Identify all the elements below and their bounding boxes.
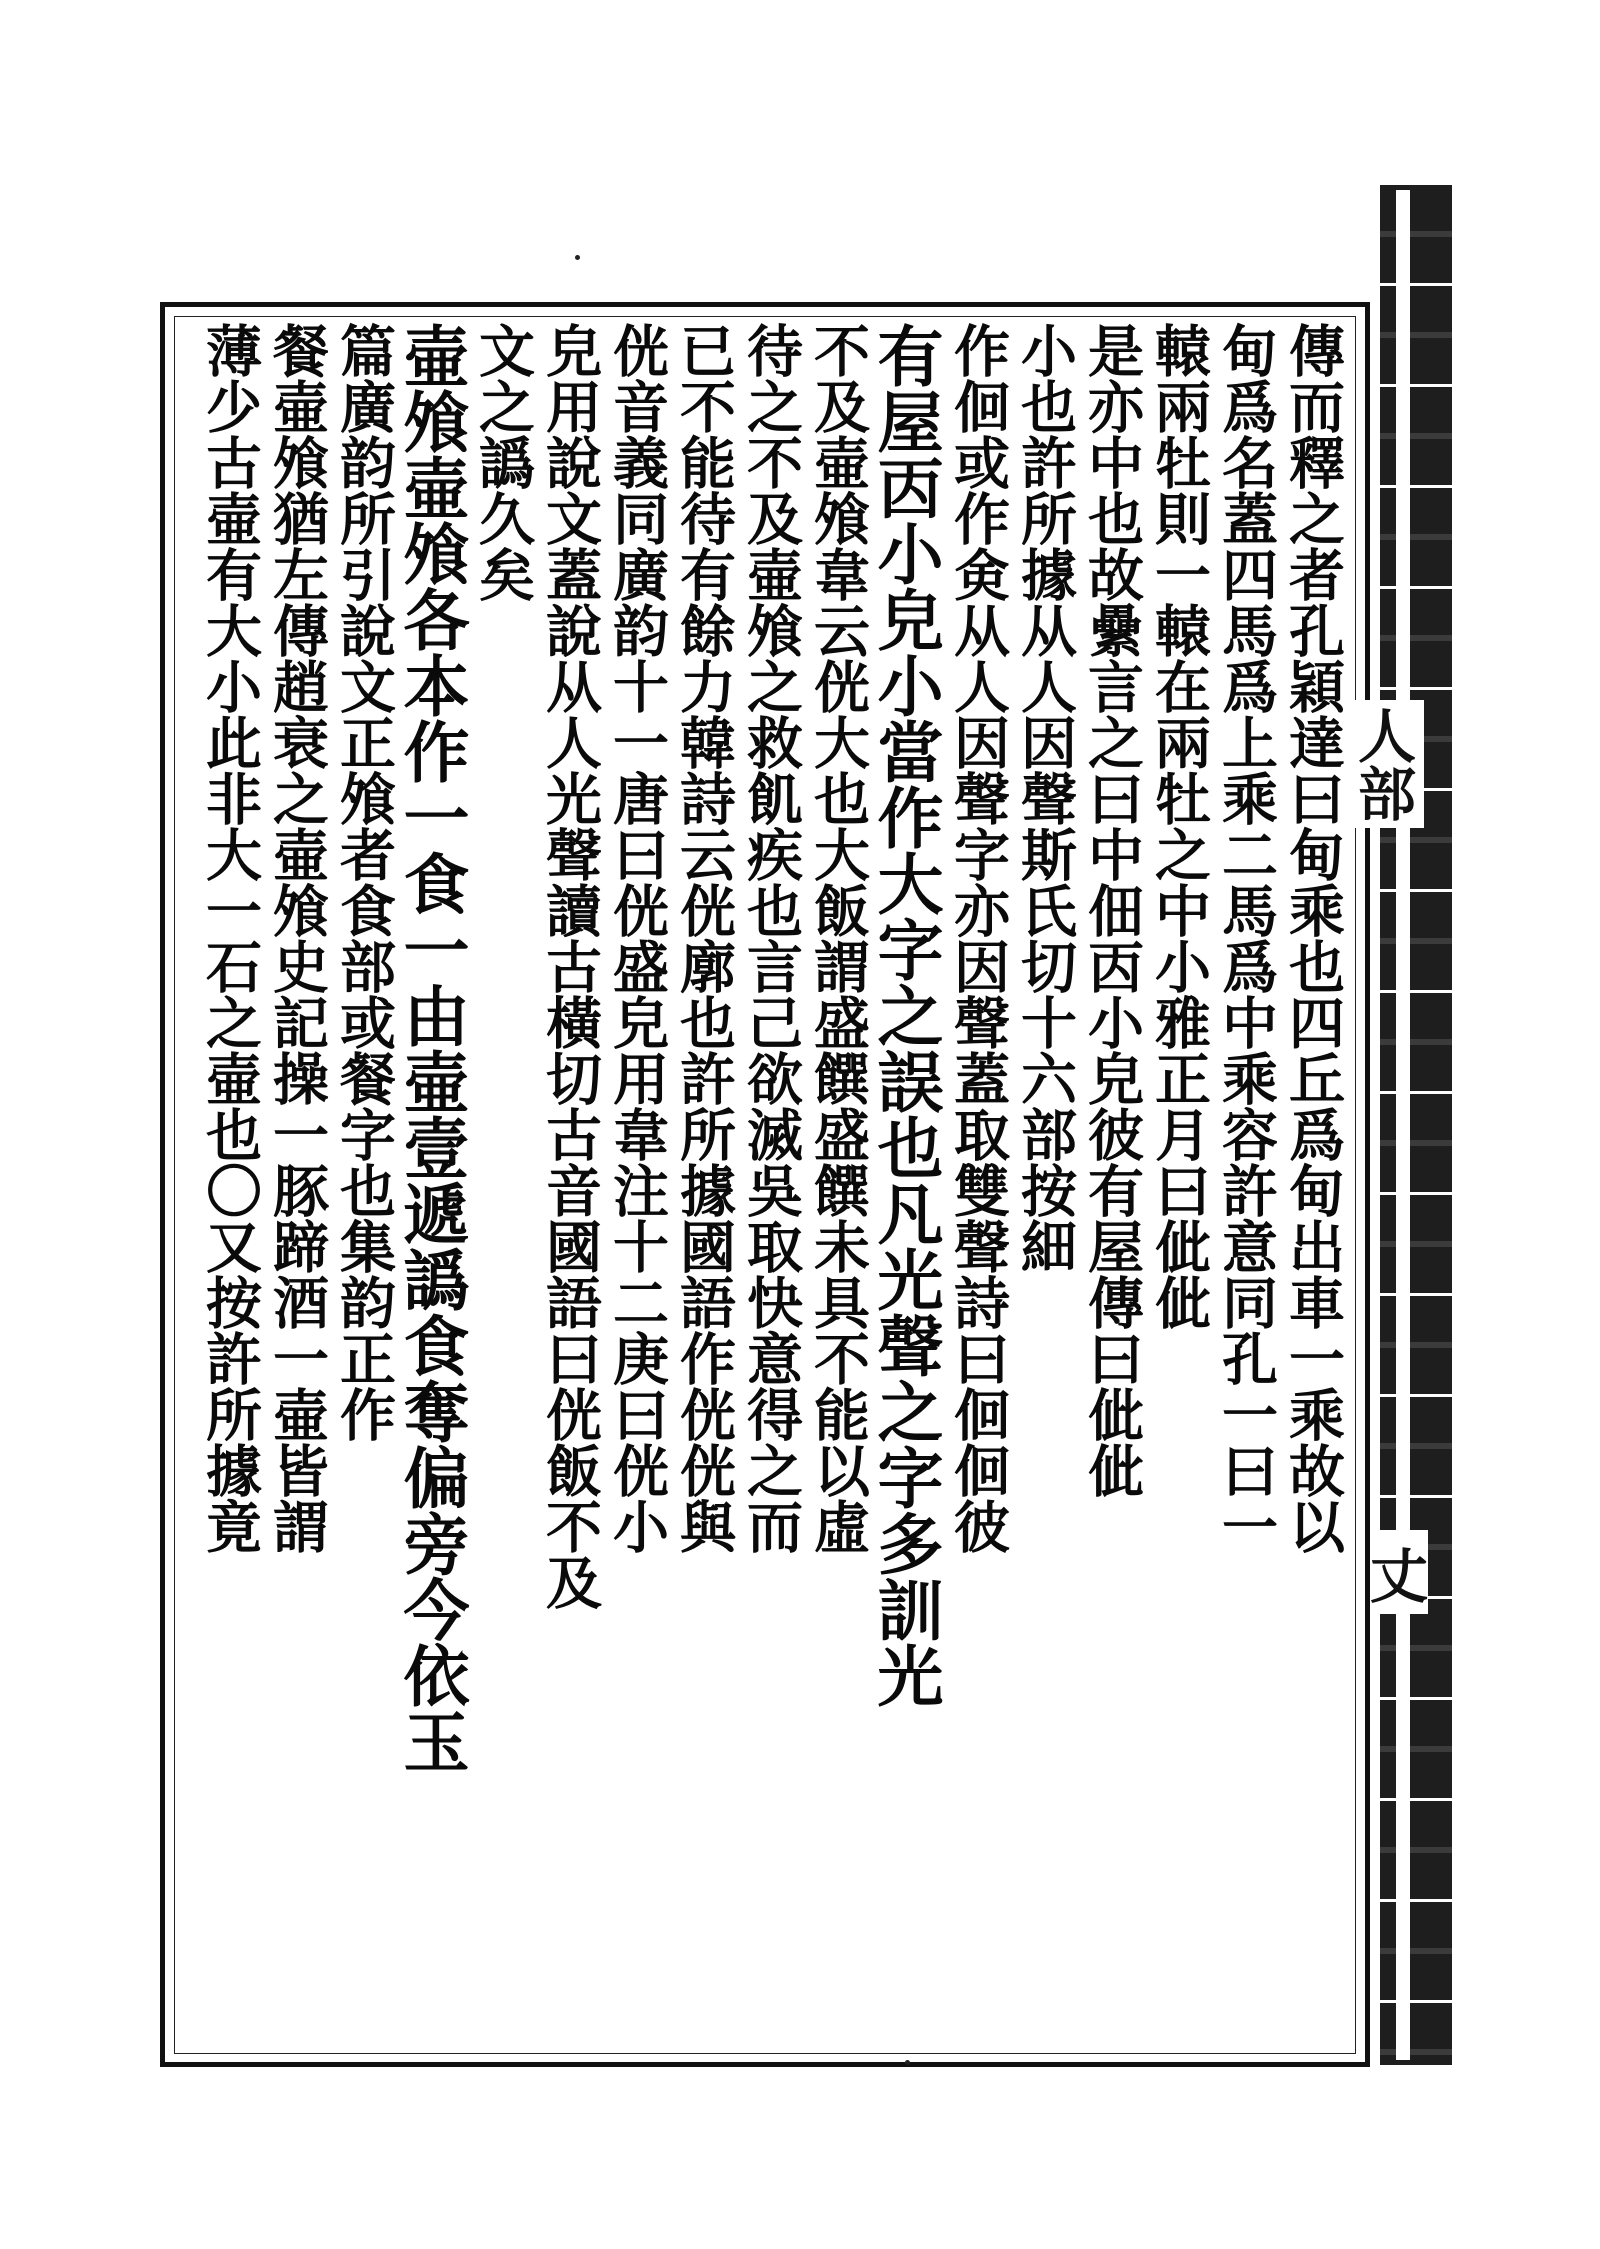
- text-column-17: 薄少古壷有大小此非大一石之壷也〇又按許所據竟: [197, 322, 263, 1554]
- text-column-6: 作佪或作㑒从人因聲字亦因聲蓋取雙聲詩曰佪佪彼: [945, 322, 1011, 1554]
- text-column-4: 是亦中也故纍言之曰中佃㐁小皃彼有屋傳曰佌佌: [1079, 322, 1145, 1498]
- edge-page-mark: 丈: [1370, 1530, 1428, 1614]
- book-edge-gap: [1396, 190, 1410, 2060]
- text-column-10: 已不能待有餘力韓詩云侊廓也許所據國語作侊侊與: [671, 322, 737, 1554]
- book-edge: [1380, 185, 1452, 2065]
- text-column-15: 篇廣韵所引說文正飧者食部或餐字也集韵正作: [331, 322, 397, 1442]
- text-column-14: 壷飧壷飧各本作一食一由壷壹遞譌食奪偏旁今依玉: [392, 322, 470, 1774]
- text-column-13: 文之譌久矣: [470, 322, 536, 602]
- text-column-16: 餐壷飧猶左傳趙衰之壷飧史記操一豚蹄酒一壷皆謂: [264, 322, 330, 1554]
- ink-speck: [905, 2060, 910, 2065]
- text-column-2: 甸爲名蓋四馬爲上乘二馬爲中乘容許意同孔一曰一: [1213, 322, 1279, 1554]
- text-column-8: 不及壷飧韋云侊大也大飯謂盛饌盛饌未具不能以虛: [805, 322, 871, 1554]
- text-column-12: 皃用說文蓋說从人光聲讀古橫切古音國語曰侊飯不及: [537, 322, 603, 1610]
- text-column-1: 傳而釋之者孔穎達曰甸乘也四丘爲甸出車一乘故以: [1280, 322, 1346, 1554]
- text-column-11: 侊音義同廣韵十一唐曰侊盛皃用韋注十二庚曰侊小: [604, 322, 670, 1554]
- edge-section-title: 人部: [1340, 700, 1424, 828]
- ink-speck: [575, 255, 580, 260]
- text-column-5: 小也許所據从人因聲斯氏切十六部按細: [1012, 322, 1078, 1274]
- text-column-7: 有屋㐁小皃小當作大字之誤也凡光聲之字多訓光: [866, 322, 944, 1708]
- text-column-9: 待之不及壷飧之救飢疾也言己欲滅吳取快意得之而: [738, 322, 804, 1554]
- text-column-3: 轅兩牡則一轅在兩牡之中小雅正月曰佌佌: [1146, 322, 1212, 1330]
